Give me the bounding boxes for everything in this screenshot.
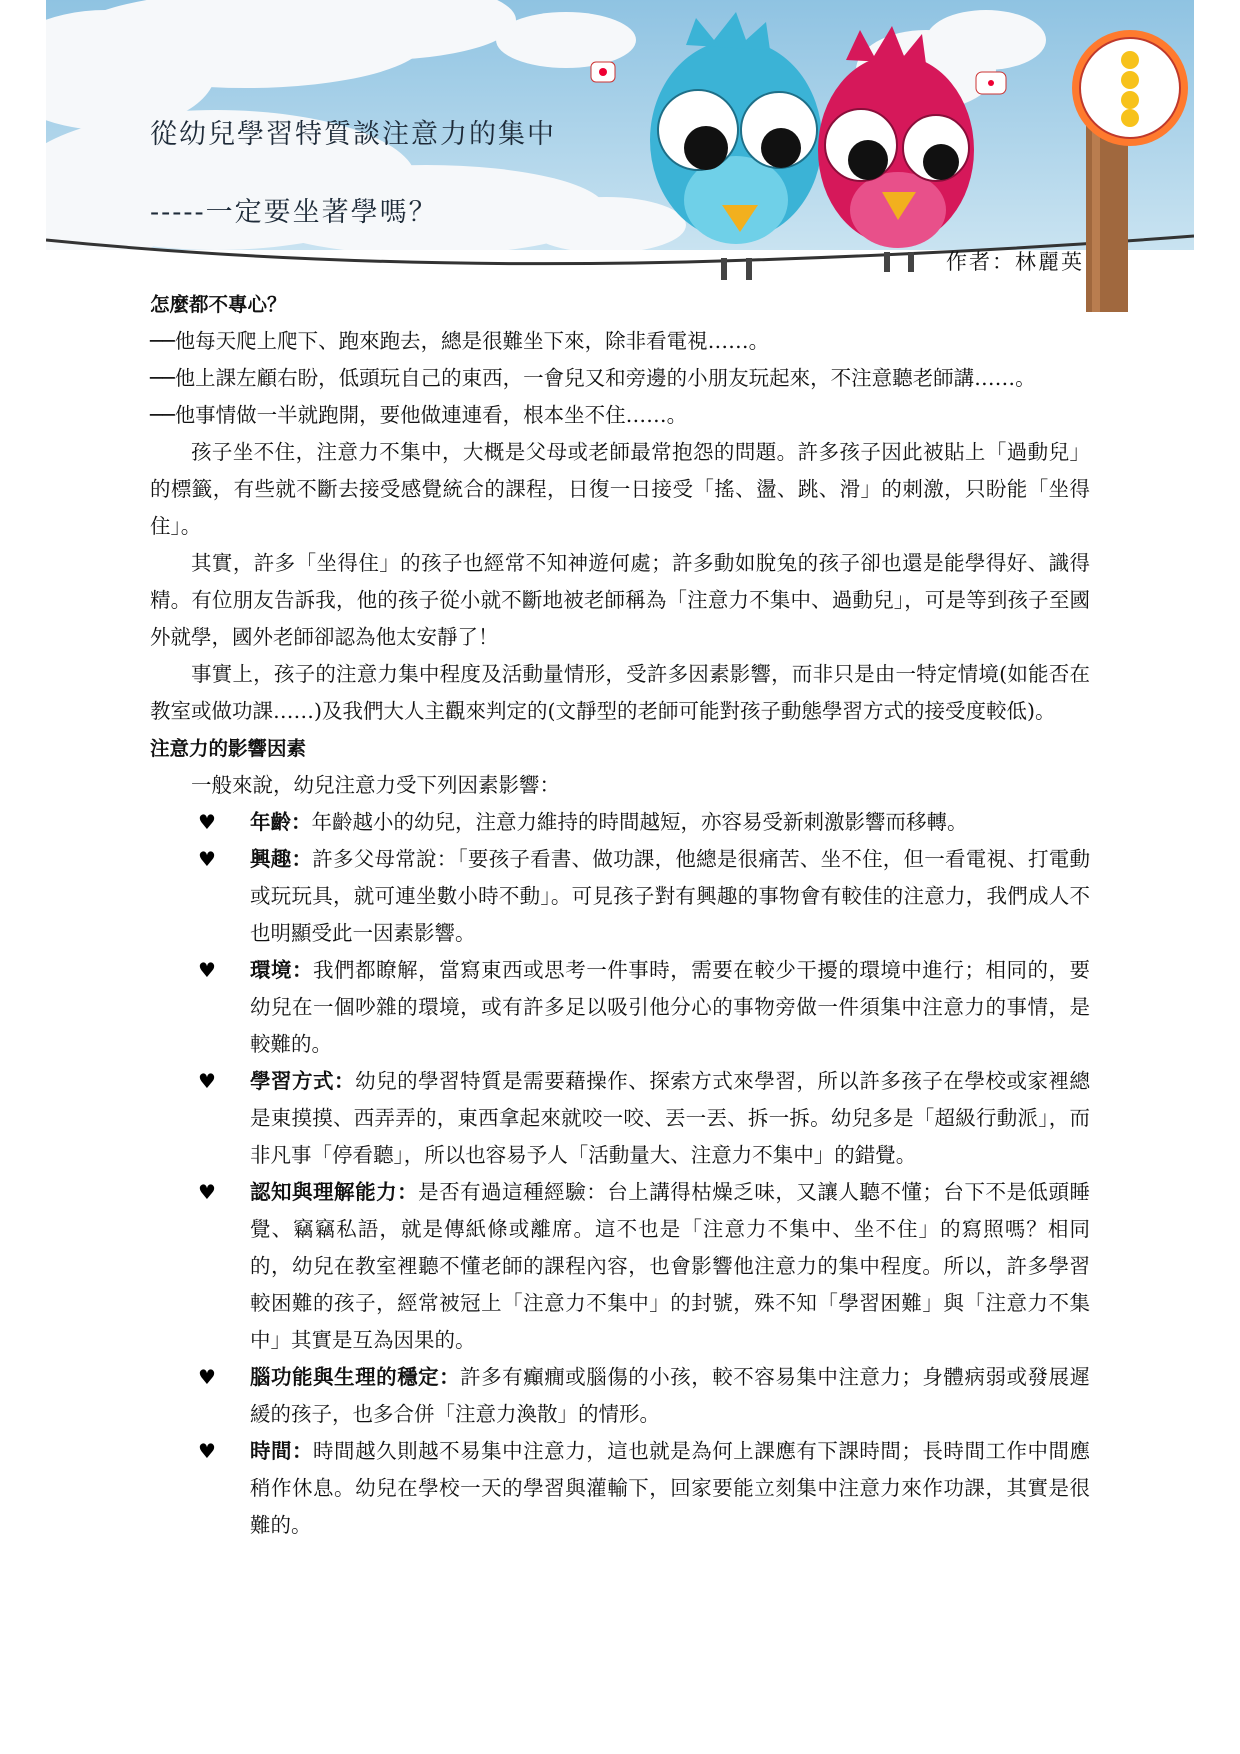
factors-intro: 一般來說，幼兒注意力受下列因素影響： — [191, 773, 560, 797]
article-title: 從幼兒學習特質談注意力的集中 — [150, 119, 556, 150]
factor-term: 時間： — [250, 1439, 314, 1463]
section-heading-factors: 注意力的影響因素 — [150, 737, 307, 760]
body-paragraph: 孩子坐不住，注意力不集中，大概是父母或老師最常抱怨的問題。許多孩子因此被貼上「過動兒」的標籤，有些就不斷去接受感覺統合的課程，日復一日接受「搖、盪、跳、滑」的刺激，只盼能「坐得住」。 — [150, 440, 1090, 538]
body-paragraph: 事實上，孩子的注意力集中程度及活動量情形，受許多因素影響，而非只是由一特定情境(如能否在教室或做功課……)及我們大人主觀來判定的(文靜型的老師可能對孩子動態學習方式的接受度較低)。 — [150, 662, 1090, 723]
factor-term: 學習方式： — [250, 1069, 356, 1093]
factor-text: 許多父母常說：「要孩子看書、做功課，他總是很痛苦、坐不住，但一看電視、打電動或玩玩具，就可連坐數小時不動」。可見孩子對有興趣的事物會有較佳的注意力，我們成人不也明顯受此一因素影響。 — [250, 847, 1091, 945]
factor-item — [150, 841, 1090, 952]
heart-bullet-icon: ♥ — [198, 1365, 216, 1389]
factor-term: 環境： — [250, 958, 314, 982]
factor-text: 是否有過這種經驗：台上講得枯燥乏味，又讓人聽不懂；台下不是低頭睡覺、竊竊私語，就是傳紙條或離席。這不也是「注意力不集中、坐不住」的寫照嗎？相同的，幼兒在教室裡聽不懂老師的課程內容，也會影響他注意力的集中程度。所以，許多學習較困難的孩子，經常被冠上「注意力不集中」的封號，殊不知「學習困難」與「注意力不集中」其實是互為因果的。 — [250, 1180, 1091, 1352]
article-body — [150, 286, 1090, 1544]
heart-bullet-icon: ♥ — [198, 1069, 216, 1093]
factor-item — [150, 1174, 1090, 1359]
factor-item — [150, 804, 1090, 841]
factor-text: 我們都瞭解，當寫東西或思考一件事時，需要在較少干擾的環境中進行；相同的，要幼兒在一個吵雜的環境，或有許多足以吸引他分心的事物旁做一件須集中注意力的事情，是較難的。 — [250, 958, 1091, 1056]
factor-text: 許多有癲癇或腦傷的小孩，較不容易集中注意力；身體病弱或發展遲緩的孩子，也多合併「注意力渙散」的情形。 — [250, 1365, 1091, 1426]
factor-term: 年齡： — [250, 810, 312, 834]
heart-bullet-icon: ♥ — [198, 1439, 216, 1463]
intro-line: ──他每天爬上爬下、跑來跑去，總是很難坐下來，除非看電視……。 — [150, 329, 770, 353]
factor-term: 認知與理解能力： — [250, 1180, 419, 1204]
body-paragraph: 其實，許多「坐得住」的孩子也經常不知神遊何處；許多動如脫兔的孩子卻也還是能學得好、識得精。有位朋友告訴我，他的孩子從小就不斷地被老師稱為「注意力不集中、過動兒」，可是等到孩子至國外就學，國外老師卻認為他太安靜了！ — [150, 551, 1090, 649]
factor-text: 幼兒的學習特質是需要藉操作、探索方式來學習，所以許多孩子在學校或家裡總是東摸摸、西弄弄的，東西拿起來就咬一咬、丟一丟、拆一拆。幼兒多是「超級行動派」，而非凡事「停看聽」，所以也容易予人「活動量大、注意力不集中」的錯覺。 — [250, 1069, 1091, 1167]
factor-term: 興趣： — [250, 847, 313, 871]
intro-line: ──他上課左顧右盼，低頭玩自己的東西，一會兒又和旁邊的小朋友玩起來，不注意聽老師講……。 — [150, 366, 1036, 390]
author-byline: 作者：林麗英 — [946, 250, 1084, 274]
factor-item — [150, 952, 1090, 1063]
intro-line: ──他事情做一半就跑開，要他做連連看，根本坐不住……。 — [150, 403, 688, 427]
heart-bullet-icon: ♥ — [198, 847, 216, 871]
factors-list — [150, 804, 1090, 1544]
article-subtitle: -----一定要坐著學嗎？ — [150, 197, 438, 228]
factor-text: 年齡越小的幼兒，注意力維持的時間越短，亦容易受新刺激影響而移轉。 — [311, 810, 968, 834]
factor-item — [150, 1433, 1090, 1544]
factor-item — [150, 1359, 1090, 1433]
heart-bullet-icon: ♥ — [198, 810, 216, 834]
factor-item — [150, 1063, 1090, 1174]
section-heading-intro: 怎麼都不專心？ — [150, 293, 287, 316]
factor-term: 腦功能與生理的穩定： — [250, 1365, 461, 1389]
heart-bullet-icon: ♥ — [198, 958, 216, 982]
heart-bullet-icon: ♥ — [198, 1180, 216, 1204]
factor-text: 時間越久則越不易集中注意力，這也就是為何上課應有下課時間；長時間工作中間應稍作休息。幼兒在學校一天的學習與灌輸下，回家要能立刻集中注意力來作功課，其實是很難的。 — [250, 1439, 1091, 1537]
